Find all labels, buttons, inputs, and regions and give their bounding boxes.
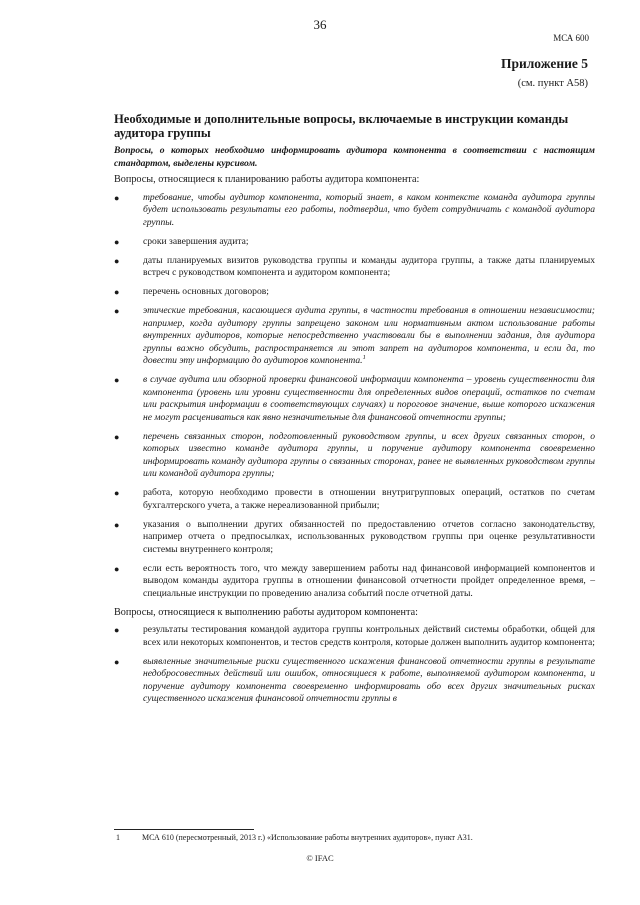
appendix-title: Приложение 5 [500, 56, 588, 71]
bullet-icon: ● [114, 431, 120, 442]
page-number: 36 [313, 17, 327, 32]
list-item [114, 431, 595, 481]
planning-list [114, 192, 595, 601]
footnote [116, 833, 596, 842]
performance-heading: Вопросы, относящиеся к выполнению работы аудитором компонента: [114, 606, 418, 618]
list-item [114, 236, 595, 249]
list-item-text: если есть вероятность того, что между завершением работы над финансовой информацией компонентов и выводом команды аудитора группы в отношении финансовой отчетности пройдет определенное время, – специальные инструкции по проведению анализа событий после отчетной даты. [143, 562, 595, 599]
list-item-text: перечень основных договоров; [143, 286, 269, 297]
planning-heading: Вопросы, относящиеся к планированию работы аудитора компонента: [114, 174, 420, 185]
list-item [114, 255, 595, 280]
bullet-icon: ● [114, 255, 120, 266]
list-item [114, 192, 595, 230]
footnote-number: 1 [116, 833, 120, 842]
list-item-text: в случае аудита или обзорной проверки финансовой информации компонента – уровень существенности для компонента (уровень или уровни существенности для определенных видов операций, остатков по счетам или раскрытия информации в соответствующих случаях) и пороговое значение, выше которого искажения не могут расцениваться как явно незначительные для финансовой отчетности группы; [143, 374, 595, 423]
footnote-marker: 1 [362, 353, 366, 361]
section-title: Необходимые и дополнительные вопросы, включаемые в инструкции команды аудитора группы [114, 112, 569, 140]
list-item-text: работа, которую необходимо провести в отношении внутригрупповых операций, остатков по счетам бухгалтерского учета, а также нереализованной прибыли; [143, 487, 595, 511]
bullet-icon: ● [114, 306, 120, 316]
bullet-icon: ● [114, 192, 120, 203]
list-item-text: указания о выполнении других обязанностей по предоставлению отчетов согласно законодательству, например отчета о предпосылках, использованных руководством группы при оценке результативности системы внутреннего контроля; [143, 518, 595, 555]
list-item [114, 624, 595, 649]
bullet-icon: ● [114, 375, 120, 385]
bullet-icon: ● [114, 488, 120, 498]
bullet-icon: ● [114, 656, 120, 667]
bullet-icon: ● [114, 563, 120, 574]
bullet-icon: ● [114, 519, 120, 530]
document-code: МСА 600 [553, 33, 589, 43]
list-item-text: даты планируемых визитов руководства группы и команды аудитора группы, а также даты планируемых встреч с руководством компонента и аудитором компонента; [143, 254, 595, 278]
list-item [114, 656, 595, 706]
list-item [114, 487, 595, 512]
list-item [114, 305, 595, 368]
list-item [114, 374, 595, 424]
list-item [114, 563, 595, 601]
footnote-text: МСА 610 (пересмотренный, 2013 г.) «Использование работы внутренних аудиторов», пункт А31. [142, 833, 473, 842]
bullet-icon: ● [114, 625, 120, 635]
list-item-text: сроки завершения аудита; [143, 235, 249, 247]
bullet-icon: ● [114, 236, 120, 247]
list-item-text: требование, чтобы аудитор компонента, который знает, в каком контексте команда аудитора группы будет использовать результаты его работы, подтвердил, что будет сотрудничать с командой аудитора группы. [143, 191, 595, 228]
list-item-text: этические требования, касающиеся аудита группы, в частности требования в отношении независимости; например, когда аудитору группы запрещено законом или нормативным актом использование работы внутренних аудиторов, которые непосредственно участвовали бы в выполнении задания, для аудитора группы важно обсудить, распространяется ли этот запрет на аудиторов компонента, и если да, то довести эту информацию до аудиторов компонента. [143, 305, 595, 366]
list-item-text: перечень связанных сторон, подготовленный руководством группы, и всех других связанных сторон, о которых известно команде аудитора группы, и поручение аудитору компонента своевременно информировать команду аудитора группы о связанных сторонах, ранее не выявленных руководством группы или командой аудитора группы; [143, 430, 595, 479]
list-item [114, 519, 595, 557]
list-item [114, 286, 595, 299]
list-item-text: результаты тестирования командой аудитора группы контрольных действий системы обработки, общей для всех или некоторых компонентов, и тестов средств контроля, которые должен выполнить аудитор компонента; [143, 624, 595, 648]
standard-note: Вопросы, о которых необходимо информировать аудитора компонента в соответствии с настоящим стандартом, выделены курсивом. [114, 145, 595, 169]
footnote-divider [114, 829, 254, 830]
appendix-reference: (см. пункт А58) [517, 78, 588, 89]
bullet-icon: ● [114, 287, 120, 297]
copyright: © IFAC [306, 853, 334, 863]
main-content [114, 112, 595, 712]
performance-list [114, 624, 595, 706]
list-item-text: выявленные значительные риски существенного искажения финансовой отчетности группы в результате недобросовестных действий или ошибок, относящиеся к работе, выполняемой аудитором компонента, и поручение аудитору компонента своевременно информировать обо всех других значительных рисках существенного искажения финансовой отчетности группы в [143, 655, 595, 704]
